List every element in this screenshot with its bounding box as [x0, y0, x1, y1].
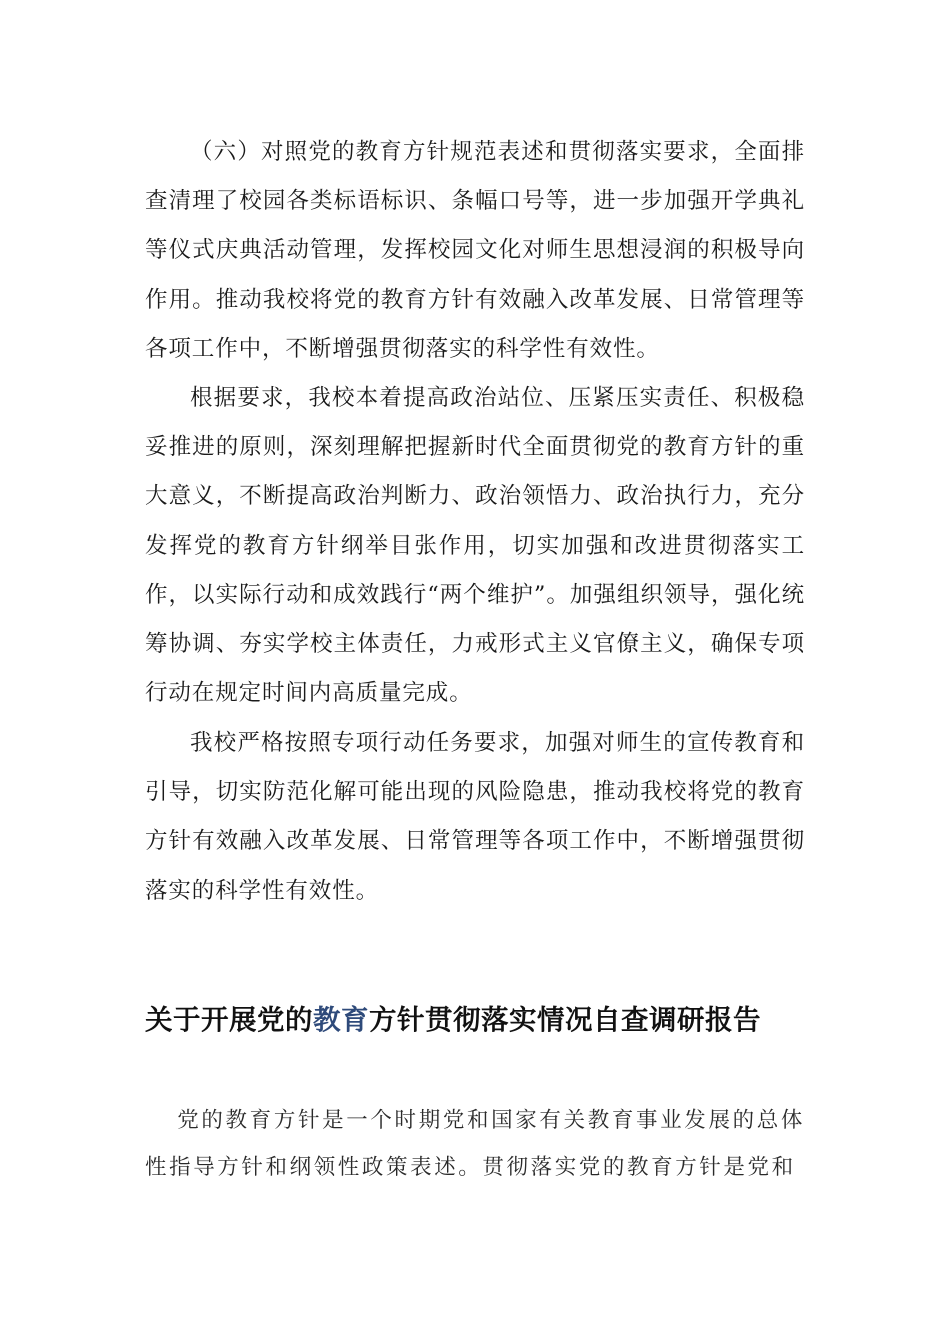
report-intro-paragraph: 党的教育方针是一个时期党和国家有关教育事业发展的总体性指导方针和纲领性政策表述。贯彻落实党的教育方针是党和	[145, 1108, 805, 1180]
paragraph-requirements: 根据要求，我校本着提高政治站位、压紧压实责任、积极稳妥推进的原则，深刻理解把握新时代全面贯彻党的教育方针的重大意义，不断提高政治判断力、政治领悟力、政治执行力，充分发挥党的教育方针纲举目张作用，切实加强和改进贯彻落实工作，以实际行动和成效践行“两个维护”。加强组织领导，强化统筹协调、夯实学校主体责任，力戒形式主义官僚主义，确保专项行动在规定时间内高质量完成。	[145, 385, 805, 707]
report-title-part2: 方针贯彻落实情况自查调研报告	[369, 1004, 761, 1036]
paragraph-section-six: （六）对照党的教育方针规范表述和贯彻落实要求，全面排查清理了校园各类标语标识、条幅口号等，进一步加强开学典礼等仪式庆典活动管理，发挥校园文化对师生思想浸润的积极导向作用。推动我校将党的教育方针有效融入改革发展、日常管理等各项工作中，不断增强贯彻落实的科学性有效性。	[145, 139, 805, 362]
report-title	[145, 996, 845, 1044]
report-title-highlight: 教育	[313, 1004, 369, 1036]
report-title-part1: 关于开展党的	[145, 1004, 313, 1036]
paragraph-implementation: 我校严格按照专项行动任务要求，加强对师生的宣传教育和引导，切实防范化解可能出现的风险隐患，推动我校将党的教育方针有效融入改革发展、日常管理等各项工作中，不断增强贯彻落实的科学性有效性。	[145, 730, 805, 904]
